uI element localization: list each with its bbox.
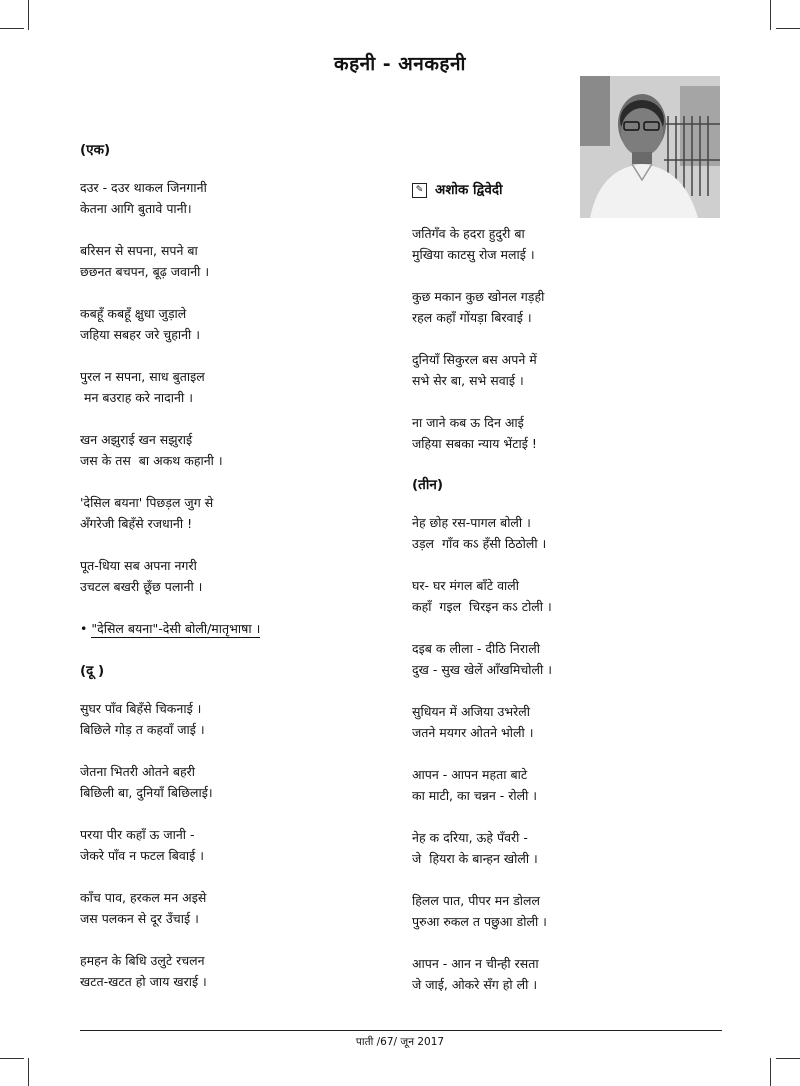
crop-mark-bottom-left [28, 1058, 29, 1086]
crop-mark-top-left-h [0, 28, 24, 29]
poem-line: का माटी, का चन्नन - रोली । [412, 788, 538, 803]
stanza [80, 492, 380, 534]
poem-line: घर- घर मंगल बाँटे वाली [412, 578, 519, 593]
footer-divider [80, 1030, 722, 1031]
poem-line: उचटल बखरी छूँछ पलानी । [80, 579, 203, 594]
poem-line: मुखिया काटसु रोज मलाई । [412, 247, 535, 262]
poem-line: जहिया सबहर जरे चुहानी । [80, 327, 200, 342]
poem-line: बिछिली बा, दुनियाँ बिछिलाई। [80, 785, 213, 800]
bullet-icon: • [80, 621, 88, 636]
crop-mark-bottom-right [770, 1058, 771, 1086]
poem-line: पूत-धिया सब अपना नगरी [80, 558, 197, 573]
stanza [80, 555, 380, 597]
stanza [80, 887, 380, 929]
poem-line: कबहूँ कबहूँ क्षुधा जुड़ाले [80, 306, 187, 321]
poem-line: रहल कहाँ गोंयड़ा बिरवाई । [412, 310, 532, 325]
footnote [80, 618, 380, 639]
poem-line: 'देसिल बयना' पिछड़ल जुग से [80, 495, 214, 510]
stanza [412, 412, 712, 454]
poem-line: दइब क लीला - दीठि निराली [412, 641, 540, 656]
crop-mark-bottom-right-h [776, 1058, 800, 1059]
stanza [80, 950, 380, 992]
poem-line: मन बउराह करे नादानी । [80, 390, 193, 405]
stanza [80, 366, 380, 408]
poem-line: पुरल न सपना, साध बुताइल [80, 369, 205, 384]
author-byline [412, 180, 712, 201]
poem-line: जस के तस बा अकथ कहानी । [80, 453, 223, 468]
pen-icon: ✎ [412, 183, 427, 198]
poem-line: उड़ल गाँव कऽ हँसी ठिठोली । [412, 536, 547, 551]
stanza [412, 953, 712, 995]
poem-line: हमहन के बिधि उलुटे रचलन [80, 953, 205, 968]
stanza [80, 698, 380, 740]
right-column [412, 180, 712, 1016]
crop-mark-bottom-left-h [0, 1058, 24, 1059]
stanza [412, 286, 712, 328]
poem-line: सुधियन में अजिया उभरेली [412, 704, 530, 719]
stanza [412, 223, 712, 265]
poem-line: सुघर पाँव बिहँसे चिकनाई । [80, 701, 202, 716]
stanza [412, 701, 712, 743]
poem-line: हिलल पात, पीपर मन डोलल [412, 893, 540, 908]
poem-line: परया पीर कहाँ ऊ जानी - [80, 827, 195, 842]
poem-line: जतिगँव के हदरा हुदुरी बा [412, 226, 525, 241]
poem-line: सभे सेर बा, सभे सवाई । [412, 373, 524, 388]
poem-line: बिछिले गोड़ त कहवाँ जाई । [80, 722, 205, 737]
poem-line: दउर - दउर थाकल जिनगानी [80, 180, 207, 195]
section-heading-one: (एक) [80, 142, 111, 158]
stanza [80, 303, 380, 345]
poem-line: जे हियरा के बान्हन खोली । [412, 851, 538, 866]
section-heading-two: (दू ) [80, 663, 105, 679]
author-name: अशोक द्विवेदी [435, 182, 503, 198]
crop-mark-top-right [770, 0, 771, 30]
poem-line: जेकरे पाँव न फटल बिवाई । [80, 848, 204, 863]
poem-line: जहिया सबका न्याय भेंटाई ! [412, 436, 537, 451]
stanza [412, 764, 712, 806]
poem-line: कुछ मकान कुछ खोनल गड़ही [412, 289, 545, 304]
poem-line: नेह क दरिया, ऊहे पँवरी - [412, 830, 528, 845]
poem-line: केतना आगि बुतावे पानी। [80, 201, 192, 216]
poem-line: दुनियाँ सिकुरल बस अपने में [412, 352, 537, 367]
poem-line: पुरुआ रुकल त पछुआ डोली । [412, 914, 547, 929]
poem-line: कहाँ गइल चिरइन कऽ टोली । [412, 599, 552, 614]
stanza [412, 890, 712, 932]
poem-line: खटत-खटत हो जाय खराई । [80, 974, 207, 989]
stanza [80, 761, 380, 803]
stanza [80, 824, 380, 866]
poem-line: जे जाई, ओकरे सँग हो ली । [412, 977, 538, 992]
stanza [412, 827, 712, 869]
stanza [412, 349, 712, 391]
poem-line: आपन - आन न चीन्ही रसता [412, 956, 539, 971]
poem-line: ना जाने कब ऊ दिन आई [412, 415, 524, 430]
poem-line: खन अझुराई खन सझुराई [80, 432, 193, 447]
poem-line: अँगरेजी बिहँसे रजधानी ! [80, 516, 193, 531]
stanza [80, 429, 380, 471]
stanza [412, 512, 712, 554]
crop-mark-top-right-h [776, 28, 800, 29]
poem-line: जतने मयगर ओतने भोली । [412, 725, 534, 740]
poem-line: बरिसन से सपना, सपने बा [80, 243, 198, 258]
stanza [80, 177, 380, 219]
section-heading-three: (तीन) [412, 477, 444, 493]
left-column [80, 140, 380, 1013]
page-footer: पाती /67/ जून 2017 [355, 1036, 445, 1048]
footnote-text: "देसिल बयना"-देसी बोली/मातृभाषा । [91, 621, 261, 636]
page-title: कहनी - अनकहनी [334, 53, 466, 75]
crop-mark-top-left [28, 0, 29, 30]
stanza [80, 240, 380, 282]
poem-line: दुख - सुख खेलें आँखमिचोली । [412, 662, 552, 677]
poem-line: काँच पाव, हरकल मन अइसे [80, 890, 207, 905]
poem-line: नेह छोह रस-पागल बोली । [412, 515, 531, 530]
stanza [412, 575, 712, 617]
poem-line: जस पलकन से दूर उँचाई । [80, 911, 199, 926]
poem-line: जेतना भितरी ओतने बहरी [80, 764, 195, 779]
poem-line: छछनत बचपन, बूढ़ जवानी । [80, 264, 210, 279]
poem-line: आपन - आपन महता बाटे [412, 767, 528, 782]
stanza [412, 638, 712, 680]
